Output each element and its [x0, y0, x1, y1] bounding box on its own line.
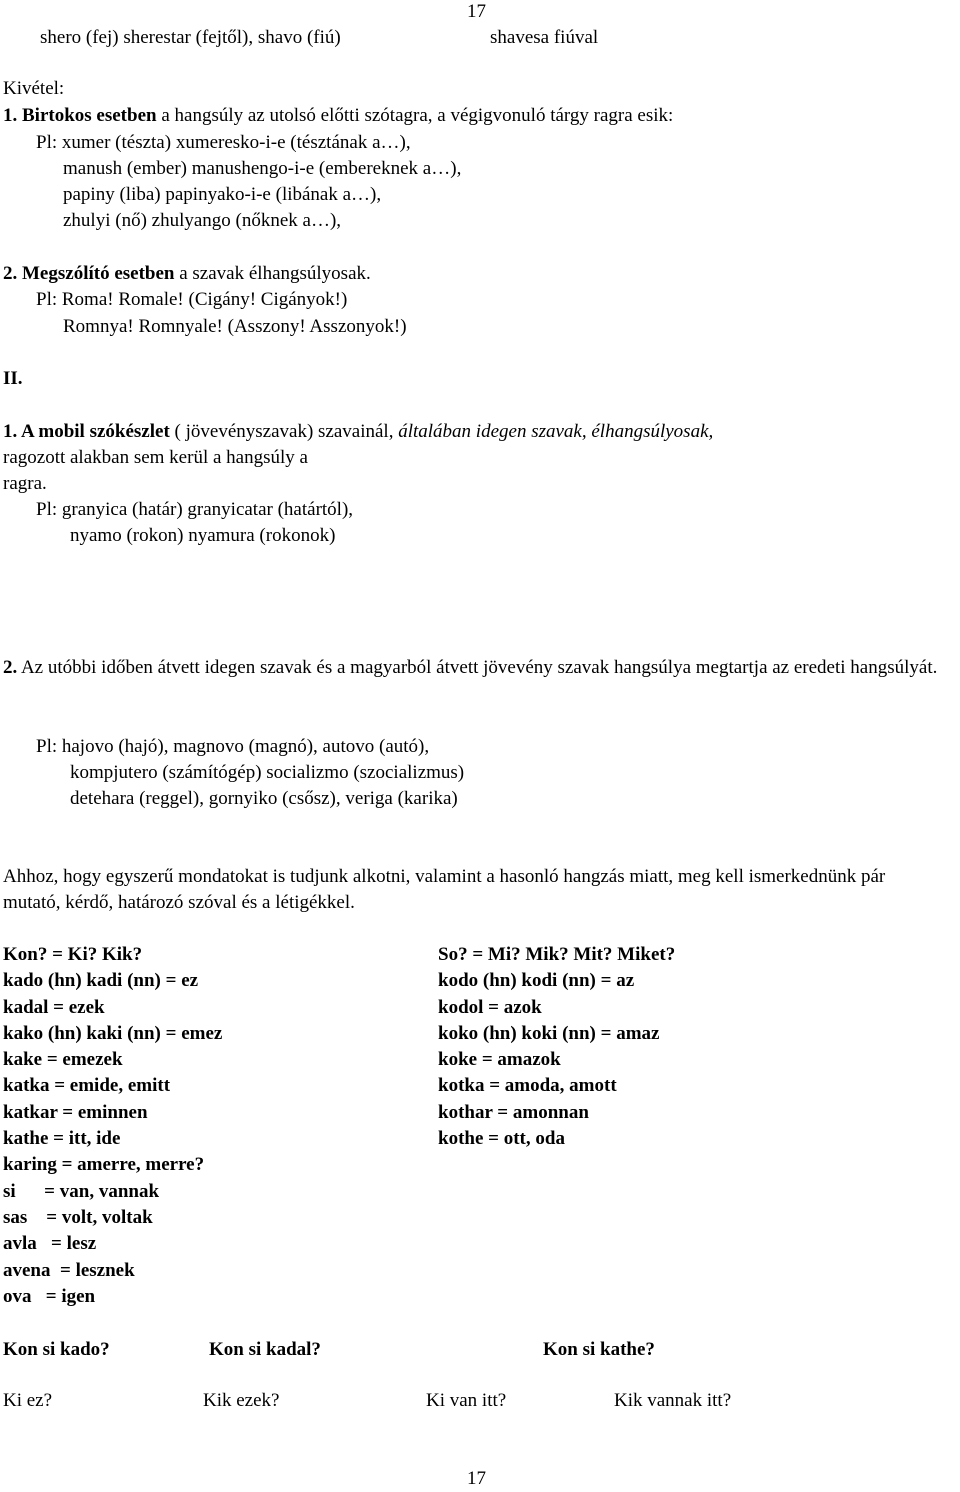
- vocab-left-item: avla = lesz: [3, 1233, 97, 1255]
- section2-rest: a szavak élhangsúlyosak.: [174, 263, 371, 284]
- part2-item2-text: [3, 655, 960, 681]
- vocab-left-item: kake = emezek: [3, 1049, 123, 1071]
- section1-rest: a hangsúly az utolsó előtti szótagra, a végigvonuló tárgy ragra esik:: [156, 105, 674, 126]
- question: Kon si kathe?: [543, 1339, 655, 1360]
- vocab-left-item: karing = amerre, merre?: [3, 1154, 205, 1176]
- vocab-right-column: [438, 942, 675, 1152]
- intro-left: shero (fej) sherestar (fejtől), shavo (fiú): [40, 27, 341, 48]
- vocab-right-item: kodo (hn) kodi (nn) = az: [438, 970, 635, 992]
- vocab-left-item: katkar = eminnen: [3, 1101, 148, 1123]
- page-number-bottom: 17: [467, 1468, 486, 1489]
- vocab-left-item: si = van, vannak: [3, 1180, 160, 1202]
- vocab-left-item: katka = emide, emitt: [3, 1075, 171, 1097]
- part2-label: II.: [3, 368, 23, 389]
- section1-heading: [3, 104, 673, 128]
- part2-item1-line1: [3, 420, 713, 444]
- section1-lead: 1. Birtokos esetben: [3, 105, 157, 126]
- part2-item2-lead: 2.: [3, 657, 18, 678]
- part2-item1-example: nyamo (rokon) nyamura (rokonok): [70, 525, 336, 546]
- section2-example: Romnya! Romnyale! (Asszony! Asszonyok!): [63, 316, 407, 337]
- vocab-left-item: Kon? = Ki? Kik?: [3, 944, 143, 965]
- vocab-right-item: kothar = amonnan: [438, 1101, 589, 1123]
- translation: Kik vannak itt?: [614, 1390, 732, 1411]
- question: Kon si kado?: [3, 1339, 110, 1360]
- section1-example: zhulyi (nő) zhulyango (nőknek a…),: [63, 210, 342, 231]
- vocab-left-column: [3, 942, 222, 1310]
- vocab-left-item: kado (hn) kadi (nn) = ez: [3, 970, 199, 992]
- vocab-left-item: ova = igen: [3, 1285, 96, 1307]
- vocab-right-item: koko (hn) koki (nn) = amaz: [438, 1022, 660, 1044]
- vocab-right-item: kotka = amoda, amott: [438, 1075, 617, 1097]
- intro-right: shavesa fiúval: [490, 27, 599, 48]
- section2-lead: 2. Megszólító esetben: [3, 263, 175, 284]
- vocab-right-item: So? = Mi? Mik? Mit? Miket?: [438, 944, 676, 965]
- intro-paragraph: Ahhoz, hogy egyszerű mondatokat is tudjunk alkotni, valamint a hasonló hangzás miatt, meg kell ismerkednünk pár mutató, kérdő, határozó szóval és a létigékkel.: [3, 866, 886, 913]
- part2-item2-example: Pl: hajovo (hajó), magnovo (magnó), autovo (autó),: [36, 736, 430, 757]
- vocab-right-item: koke = amazok: [438, 1049, 561, 1071]
- question: Kon si kadal?: [209, 1339, 321, 1360]
- vocab-right-item: kothe = ott, oda: [438, 1128, 565, 1150]
- vocab-left-item: kako (hn) kaki (nn) = emez: [3, 1022, 223, 1044]
- exceptions-label: Kivétel:: [3, 78, 65, 99]
- part2-item2-body: Az utóbbi időben átvett idegen szavak és a magyarból átvett jövevény szavak hangsúlya megtartja az eredeti hangsúlyát.: [17, 657, 938, 678]
- part2-item1-lead: 1. A mobil szókészlet: [3, 421, 170, 442]
- translation: Ki ez?: [3, 1390, 53, 1411]
- vocab-left-item: sas = volt, voltak: [3, 1206, 153, 1228]
- vocab-left-item: avena = lesznek: [3, 1259, 135, 1281]
- page-number-top: 17: [467, 1, 486, 22]
- section2-example: Pl: Roma! Romale! (Cigány! Cigányok!): [36, 289, 348, 310]
- translation: Kik ezek?: [203, 1390, 280, 1411]
- section1-example: manush (ember) manushengo-i-e (embereknek a…),: [63, 158, 462, 179]
- vocab-left-item: kadal = ezek: [3, 996, 105, 1018]
- section1-example: Pl: xumer (tészta) xumeresko-i-e (tésztának a…),: [36, 132, 411, 153]
- part2-item1-text-a: ( jövevényszavak) szavainál,: [169, 421, 399, 442]
- vocab-right-item: kodol = azok: [438, 996, 542, 1018]
- section2-heading: [3, 262, 371, 286]
- vocab-left-item: kathe = itt, ide: [3, 1128, 121, 1150]
- part2-item1-italic: általában idegen szavak, élhangsúlyosak,: [398, 421, 714, 442]
- part2-item1-line3: ragra.: [3, 473, 47, 494]
- part2-item2-example: detehara (reggel), gornyiko (csősz), veriga (karika): [70, 788, 458, 809]
- part2-item1-text-b: ragozott alakban sem kerül a hangsúly a: [3, 447, 308, 468]
- translation: Ki van itt?: [426, 1390, 507, 1411]
- part2-item1-example: Pl: granyica (határ) granyicatar (határtól),: [36, 499, 354, 520]
- part2-item2-example: kompjutero (számítógép) socializmo (szocializmus): [70, 762, 465, 783]
- part2-item1-line2: [3, 446, 308, 470]
- section1-example: papiny (liba) papinyako-i-e (libának a…),: [63, 184, 382, 205]
